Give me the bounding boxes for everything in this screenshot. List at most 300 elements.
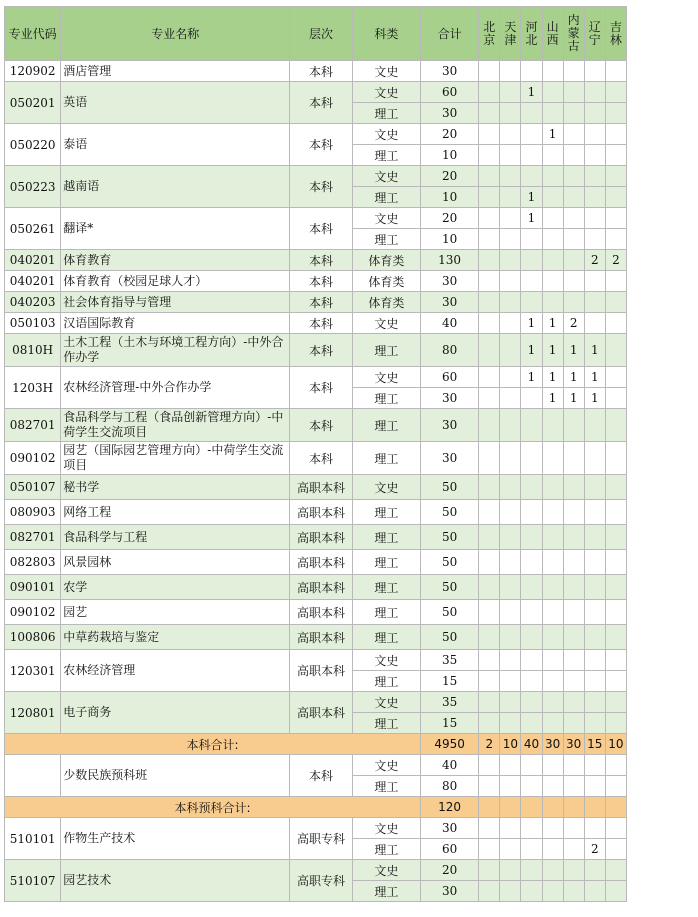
province-cell [584,61,605,82]
summary-label: 本科预科合计: [5,797,421,818]
province-cell [521,839,542,860]
province-cell [479,692,500,713]
province-cell [605,82,626,103]
province-cell [500,250,521,271]
province-cell [521,818,542,839]
major-level: 本科 [290,124,352,166]
province-cell [479,475,500,500]
province-cell [584,500,605,525]
major-name: 农林经济管理 [61,650,290,692]
province-cell [605,187,626,208]
province-cell [521,550,542,575]
province-cell [521,650,542,671]
category-cell: 文史 [352,650,420,671]
province-cell [479,671,500,692]
province-cell [605,124,626,145]
province-cell [563,818,584,839]
province-cell [563,713,584,734]
header-jilin: 吉林 [605,7,626,61]
major-name: 食品科学与工程 [61,525,290,550]
province-cell [584,208,605,229]
major-level: 高职本科 [290,475,352,500]
province-cell: 1 [563,388,584,409]
category-cell: 理工 [352,839,420,860]
province-cell [500,166,521,187]
province-cell: 1 [542,313,563,334]
major-name: 电子商务 [61,692,290,734]
province-cell [605,208,626,229]
province-cell [563,187,584,208]
total-cell: 20 [420,860,478,881]
province-cell [479,818,500,839]
province-cell: 2 [584,250,605,271]
province-cell [563,208,584,229]
province-cell: 1 [521,82,542,103]
total-cell: 30 [420,442,478,475]
province-cell [605,103,626,124]
province-cell [479,334,500,367]
province-cell [605,625,626,650]
province-cell [479,500,500,525]
province-cell [584,166,605,187]
major-name: 越南语 [61,166,290,208]
province-cell [584,124,605,145]
province-cell [563,671,584,692]
table-row [5,292,627,313]
major-code: 080903 [5,500,61,525]
province-cell [479,776,500,797]
province-cell [563,860,584,881]
province-cell [563,839,584,860]
province-cell [542,475,563,500]
province-cell [584,145,605,166]
major-name: 农林经济管理-中外合作办学 [61,367,290,409]
major-name: 中草药栽培与鉴定 [61,625,290,650]
total-cell: 30 [420,818,478,839]
province-cell [542,818,563,839]
province-cell [584,475,605,500]
province-cell: 1 [521,334,542,367]
province-cell [521,525,542,550]
province-cell [521,229,542,250]
province-cell [500,860,521,881]
major-level: 本科 [290,442,352,475]
table-row [5,124,627,145]
table-row [5,860,627,881]
total-cell: 20 [420,124,478,145]
table-row [5,442,627,475]
province-cell [542,575,563,600]
summary-row [5,797,627,818]
province-cell [479,271,500,292]
summary-province-cell [500,797,521,818]
total-cell: 10 [420,187,478,208]
province-cell [521,881,542,902]
major-code: 050107 [5,475,61,500]
province-cell [479,625,500,650]
major-code: 1203H [5,367,61,409]
table-row [5,500,627,525]
province-cell [563,409,584,442]
major-level: 本科 [290,755,352,797]
province-cell [584,550,605,575]
table-row [5,208,627,229]
province-cell [584,600,605,625]
table-row [5,409,627,442]
major-code: 120902 [5,61,61,82]
province-cell [479,367,500,388]
major-code: 082701 [5,409,61,442]
major-name: 泰语 [61,124,290,166]
category-cell: 理工 [352,442,420,475]
province-cell [500,650,521,671]
category-cell: 文史 [352,82,420,103]
summary-province-cell [479,797,500,818]
province-cell [479,388,500,409]
summary-province-cell: 40 [521,734,542,755]
category-cell: 文史 [352,755,420,776]
major-level: 本科 [290,61,352,82]
province-cell [500,500,521,525]
province-cell: 1 [542,367,563,388]
total-cell: 30 [420,388,478,409]
total-cell: 30 [420,292,478,313]
province-cell [542,650,563,671]
table-row [5,525,627,550]
province-cell [584,575,605,600]
province-cell [500,61,521,82]
summary-province-cell: 2 [479,734,500,755]
province-cell [479,650,500,671]
province-cell [479,103,500,124]
category-cell: 文史 [352,124,420,145]
category-cell: 理工 [352,525,420,550]
province-cell [584,103,605,124]
table-row [5,250,627,271]
major-level: 高职专科 [290,860,352,902]
province-cell: 1 [521,313,542,334]
province-cell [500,313,521,334]
province-cell [479,250,500,271]
header-name: 专业名称 [61,7,290,61]
major-name: 英语 [61,82,290,124]
province-cell [479,292,500,313]
province-cell [521,388,542,409]
province-cell [605,388,626,409]
province-cell [479,442,500,475]
province-cell [479,550,500,575]
province-cell: 1 [584,334,605,367]
province-cell: 2 [584,839,605,860]
province-cell [542,187,563,208]
major-level: 高职本科 [290,600,352,625]
province-cell [479,713,500,734]
category-cell: 理工 [352,625,420,650]
province-cell [500,292,521,313]
province-cell [500,145,521,166]
province-cell [542,671,563,692]
province-cell [563,442,584,475]
major-name: 社会体育指导与管理 [61,292,290,313]
province-cell [500,550,521,575]
total-cell: 130 [420,250,478,271]
province-cell [605,881,626,902]
province-cell [542,61,563,82]
province-cell [542,103,563,124]
major-code: 510101 [5,818,61,860]
total-cell: 35 [420,650,478,671]
total-cell: 60 [420,839,478,860]
province-cell [479,187,500,208]
province-cell [479,881,500,902]
total-cell: 80 [420,776,478,797]
province-cell [605,550,626,575]
province-cell [563,61,584,82]
category-cell: 文史 [352,367,420,388]
province-cell [479,124,500,145]
province-cell [521,575,542,600]
province-cell [521,713,542,734]
province-cell [563,575,584,600]
major-name: 体育教育 [61,250,290,271]
table-row [5,818,627,839]
category-cell: 体育类 [352,250,420,271]
province-cell: 1 [542,388,563,409]
category-cell: 理工 [352,776,420,797]
province-cell [479,525,500,550]
header-total: 合计 [420,7,478,61]
province-cell [521,409,542,442]
enrollment-plan-table [4,6,627,902]
province-cell [521,124,542,145]
province-cell [500,881,521,902]
province-cell [563,550,584,575]
major-level: 高职本科 [290,500,352,525]
province-cell [500,818,521,839]
major-level: 高职本科 [290,625,352,650]
header-neimenggu: 内蒙古 [563,7,584,61]
major-name: 园艺 [61,600,290,625]
major-code: 040201 [5,250,61,271]
category-cell: 理工 [352,145,420,166]
province-cell [584,881,605,902]
summary-province-cell [584,797,605,818]
major-code: 082701 [5,525,61,550]
province-cell [542,145,563,166]
major-level: 高职本科 [290,575,352,600]
header-beijing: 北京 [479,7,500,61]
province-cell [521,600,542,625]
province-cell [521,166,542,187]
province-cell [605,409,626,442]
province-cell [563,145,584,166]
major-code: 090101 [5,575,61,600]
province-cell [521,692,542,713]
province-cell: 1 [563,334,584,367]
province-cell [605,442,626,475]
table-row [5,367,627,388]
province-cell [584,187,605,208]
category-cell: 理工 [352,600,420,625]
major-code: 050220 [5,124,61,166]
province-cell [584,625,605,650]
province-cell [605,292,626,313]
province-cell [542,713,563,734]
table-row [5,625,627,650]
province-cell [479,409,500,442]
total-cell: 40 [420,755,478,776]
province-cell [521,475,542,500]
category-cell: 理工 [352,103,420,124]
major-code: 0810H [5,334,61,367]
header-code: 专业代码 [5,7,61,61]
major-code: 100806 [5,625,61,650]
table-header-row [5,7,627,61]
total-cell: 40 [420,313,478,334]
province-cell [605,692,626,713]
summary-row [5,734,627,755]
province-cell [584,525,605,550]
province-cell [521,271,542,292]
province-cell [542,692,563,713]
major-level: 本科 [290,313,352,334]
major-level: 本科 [290,208,352,250]
province-cell [542,292,563,313]
table-row [5,82,627,103]
province-cell [542,271,563,292]
table-row [5,61,627,82]
province-cell [479,600,500,625]
total-cell: 30 [420,409,478,442]
province-cell [563,600,584,625]
category-cell: 理工 [352,713,420,734]
total-cell: 15 [420,671,478,692]
major-code: 040201 [5,271,61,292]
major-name: 园艺技术 [61,860,290,902]
major-code: 050103 [5,313,61,334]
total-cell: 60 [420,82,478,103]
total-cell: 30 [420,271,478,292]
major-name: 农学 [61,575,290,600]
major-code: 082803 [5,550,61,575]
province-cell: 2 [605,250,626,271]
province-cell [500,208,521,229]
province-cell [605,650,626,671]
major-code: 050223 [5,166,61,208]
major-level: 高职本科 [290,550,352,575]
major-name: 作物生产技术 [61,818,290,860]
summary-province-cell: 30 [563,734,584,755]
province-cell [563,625,584,650]
header-category: 科类 [352,7,420,61]
summary-total: 120 [420,797,478,818]
province-cell [584,713,605,734]
province-cell [521,103,542,124]
province-cell [479,313,500,334]
province-cell [500,713,521,734]
major-level: 高职本科 [290,692,352,734]
total-cell: 50 [420,525,478,550]
province-cell [521,671,542,692]
header-hebei: 河北 [521,7,542,61]
province-cell [605,367,626,388]
province-cell [479,61,500,82]
major-code: 040203 [5,292,61,313]
province-cell: 2 [563,313,584,334]
major-name: 园艺（国际园艺管理方向）-中荷学生交流项目 [61,442,290,475]
province-cell [605,61,626,82]
major-level: 本科 [290,367,352,409]
province-cell [542,625,563,650]
province-cell [605,271,626,292]
table-row [5,166,627,187]
province-cell [500,271,521,292]
total-cell: 35 [420,692,478,713]
total-cell: 30 [420,61,478,82]
province-cell [605,500,626,525]
table-row [5,313,627,334]
province-cell [500,409,521,442]
province-cell [605,600,626,625]
category-cell: 体育类 [352,271,420,292]
province-cell [479,860,500,881]
province-cell [605,475,626,500]
summary-province-cell [521,797,542,818]
major-name: 体育教育（校园足球人才） [61,271,290,292]
province-cell [521,145,542,166]
province-cell [479,575,500,600]
major-level: 高职本科 [290,525,352,550]
major-level: 本科 [290,166,352,208]
province-cell [479,229,500,250]
province-cell [563,82,584,103]
category-cell: 文史 [352,475,420,500]
province-cell [542,229,563,250]
province-cell [521,250,542,271]
province-cell [500,625,521,650]
province-cell [500,776,521,797]
category-cell: 文史 [352,860,420,881]
province-cell [479,839,500,860]
province-cell [500,575,521,600]
total-cell: 50 [420,575,478,600]
province-cell [500,124,521,145]
province-cell [500,475,521,500]
table-row [5,334,627,367]
province-cell [542,500,563,525]
province-cell [584,82,605,103]
summary-province-cell: 10 [500,734,521,755]
major-name: 秘书学 [61,475,290,500]
province-cell [542,250,563,271]
category-cell: 理工 [352,388,420,409]
major-code: 050261 [5,208,61,250]
province-cell [584,442,605,475]
total-cell: 10 [420,229,478,250]
table-row [5,550,627,575]
total-cell: 60 [420,367,478,388]
province-cell [563,692,584,713]
province-cell [542,839,563,860]
category-cell: 文史 [352,692,420,713]
province-cell [500,187,521,208]
summary-province-cell [605,797,626,818]
major-name: 汉语国际教育 [61,313,290,334]
major-code: 050201 [5,82,61,124]
province-cell [605,229,626,250]
table-row [5,755,627,776]
province-cell [542,409,563,442]
